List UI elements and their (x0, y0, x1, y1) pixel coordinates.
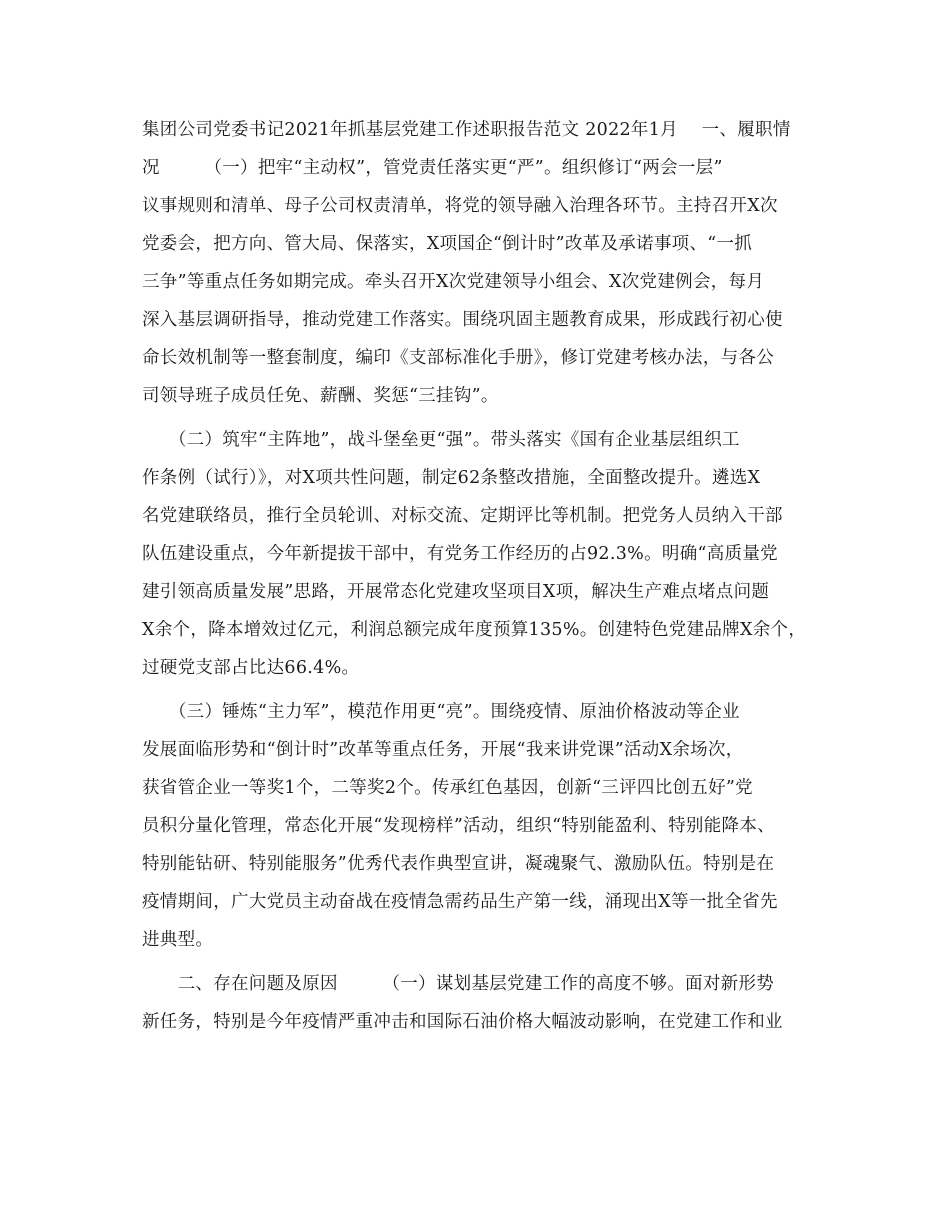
text-line: 队伍建设重点，今年新提拔干部中，有党务工作经历的占92.3%。明确“高质量党 (142, 544, 778, 564)
text-line: 集团公司党委书记2021年抓基层党建工作述职报告范文 2022年1月 一、履职情 (142, 120, 791, 140)
text-line: 获省管企业一等奖1个，二等奖2个。传承红色基因，创新“三评四比创五好”党 (142, 778, 753, 798)
text-line: 发展面临形势和“倒计时”改革等重点任务，开展“我来讲党课”活动X余场次， (142, 740, 744, 760)
text-line: 过硬党支部占比达66.4%。 (142, 658, 360, 678)
text-line: 司领导班子成员任免、薪酬、奖惩“三挂钩”。 (142, 386, 499, 406)
text-line: X余个，降本增效过亿元，利润总额完成年度预算135%。创建特色党建品牌X余个， (142, 620, 807, 640)
text-line: 深入基层调研指导，推动党建工作落实。围绕巩固主题教育成果，形成践行初心使 (142, 310, 783, 330)
text-line: 作条例（试行）》，对X项共性问题，制定62条整改措施，全面整改提升。遴选X (142, 468, 761, 488)
text-line: （二）筑牢“主阵地”，战斗堡垒更“强”。带头落实《国有企业基层组织工 (142, 430, 740, 450)
text-line: 建引领高质量发展”思路，开展常态化党建攻坚项目X项，解决生产难点堵点问题 (142, 582, 770, 602)
text-line: 特别能钻研、特别能服务”优秀代表作典型宣讲，凝魂聚气、激励队伍。特别是在 (142, 854, 775, 874)
text-line: 党委会，把方向、管大局、保落实，X项国企“倒计时”改革及承诺事项、“一抓 (142, 234, 753, 254)
text-line: 命长效机制等一整套制度，编印《支部标准化手册》，修订党建考核办法，与各公 (142, 348, 775, 368)
text-line: 况 （一）把牢“主动权”，管党责任落实更“严”。组织修订“两会一层” (142, 158, 723, 178)
text-line: 员积分量化管理，常态化开展“发现榜样”活动，组织“特别能盈利、特别能降本、 (142, 816, 775, 836)
text-line: 疫情期间，广大党员主动奋战在疫情急需药品生产第一线，涌现出X等一批全省先 (142, 892, 778, 912)
text-line: （三）锤炼“主力军”，模范作用更“亮”。围绕疫情、原油价格波动等企业 (142, 702, 740, 722)
text-line: 名党建联络员，推行全员轮训、对标交流、定期评比等机制。把党务人员纳入干部 (142, 506, 783, 526)
text-line: 二、存在问题及原因 （一）谋划基层党建工作的高度不够。面对新形势 (142, 974, 775, 994)
text-line: 三争”等重点任务如期完成。牵头召开X次党建领导小组会、X次党建例会，每月 (142, 272, 765, 292)
text-line: 进典型。 (142, 930, 214, 950)
text-line: 议事规则和清单、母子公司权责清单，将党的领导融入治理各环节。主持召开X次 (142, 196, 778, 216)
text-line: 新任务，特别是今年疫情严重冲击和国际石油价格大幅波动影响，在党建工作和业 (142, 1012, 783, 1032)
